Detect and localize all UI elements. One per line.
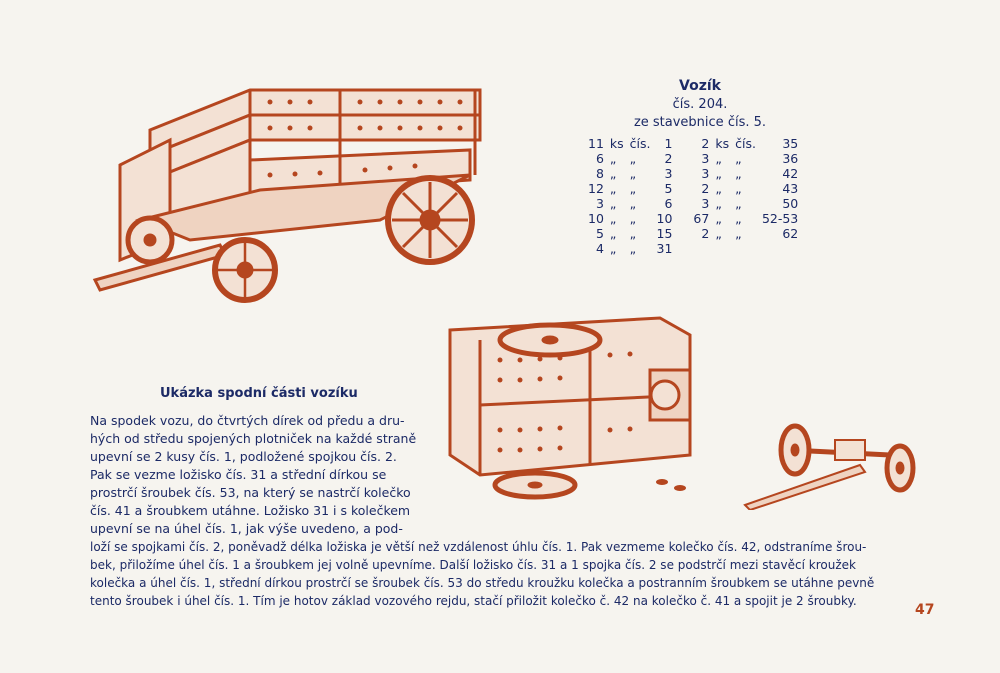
underside-illustration [440,310,720,510]
parts-list [585,136,801,256]
parts-cell: 67 [693,211,710,226]
parts-cell: 52-53 [761,211,799,226]
parts-cell: 62 [782,226,799,241]
parts-cell: „ [629,211,637,226]
parts-cell: čís. [735,136,756,151]
parts-cell [712,241,732,256]
parts-cell: „ [629,166,637,181]
parts-cell: „ [735,166,742,181]
parts-cell: 3 [701,166,710,181]
parts-cell: 6 [664,196,673,211]
parts-cell: „ [609,166,617,181]
parts-cell: 15 [656,226,673,241]
parts-cell: 36 [782,151,799,166]
parts-cell: 35 [782,136,799,151]
axle-illustration [740,410,930,510]
parts-cell: 3 [701,151,710,166]
body-line-7: upevní se na úhel čís. 1, jak výše uvedeno, a pod- [90,521,403,536]
parts-cell: „ [629,181,637,196]
parts-cell [759,241,801,256]
parts-cell: „ [715,166,722,181]
parts-cell: 42 [782,166,799,181]
parts-table [585,136,801,256]
title-block [615,76,785,132]
body-line-4: Pak se vezme ložisko čís. 31 a střední dírkou se [90,467,387,482]
parts-cell: 2 [701,181,710,196]
body-line-10: kolečka a úhel čís. 1, střední dírkou prostrčí se šroubek čís. 53 do středu kroužku kolečka a postranním šroubkem se utáhne pevně [90,576,875,590]
parts-cell: „ [609,211,617,226]
parts-cell: 3 [701,196,710,211]
parts-cell: „ [735,196,742,211]
parts-cell: „ [629,151,637,166]
parts-cell [732,241,759,256]
body-line-5: prostrčí šroubek čís. 53, na který se nastrčí kolečko [90,485,411,500]
parts-cell: „ [735,181,742,196]
parts-cell: čís. [629,136,651,151]
parts-row [585,211,801,226]
body-line-9: bek, přiložíme úhel čís. 1 a šroubkem jej volně upevníme. Další ložisko čís. 31 a 1 spojka čís. 2 se podstrčí mezi stavěcí kroužek [90,558,856,572]
parts-cell: 10 [656,211,673,226]
parts-cell: 3 [664,166,673,181]
parts-cell: 6 [595,151,604,166]
parts-cell: „ [609,151,617,166]
parts-cell: 8 [595,166,604,181]
model-number: čís. 204. [672,97,728,112]
parts-cell: „ [715,196,722,211]
parts-row [585,241,801,256]
parts-cell: „ [735,211,742,226]
parts-cell: 5 [595,226,604,241]
parts-cell: „ [609,241,617,256]
parts-row [585,181,801,196]
parts-cell: ks [609,136,624,151]
parts-cell: 2 [701,226,710,241]
body-line-11: tento šroubek i úhel čís. 1. Tím je hotov základ vozového rejdu, stačí přiložit kolečko č. 42 na kolečko č. 41 a spojit je 2 šroubky. [90,594,857,608]
parts-cell: 11 [588,136,604,151]
parts-row [585,226,801,241]
parts-row [585,166,801,181]
body-line-2: hých od středu spojených plotniček na každé straně [90,431,417,446]
parts-cell: 4 [595,241,604,256]
parts-cell [675,241,712,256]
parts-cell: „ [629,226,637,241]
parts-cell: „ [609,196,617,211]
parts-row [585,136,801,151]
section-title: Ukázka spodní části vozíku [160,386,358,401]
parts-cell: „ [715,211,722,226]
parts-cell: ks [715,136,730,151]
parts-cell: „ [735,151,742,166]
body-line-1: Na spodek vozu, do čtvrtých dírek od předu a dru- [90,413,405,428]
parts-cell: „ [609,226,617,241]
parts-cell: 43 [782,181,799,196]
parts-cell: 2 [664,151,673,166]
parts-cell: 5 [664,181,673,196]
parts-cell: „ [715,226,722,241]
page-number: 47 [915,602,935,618]
parts-cell: „ [715,181,722,196]
parts-row [585,151,801,166]
parts-cell: „ [715,151,722,166]
parts-cell: 2 [701,136,710,151]
set-reference: ze stavebnice čís. 5. [633,115,767,130]
parts-cell: 10 [588,211,604,226]
parts-cell: „ [735,226,742,241]
body-line-6: čís. 41 a šroubkem utáhne. Ložisko 31 i s kolečkem [90,503,411,518]
body-line-3: upevní se 2 kusy čís. 1, podložené spojkou čís. 2. [90,449,397,464]
parts-cell: „ [609,181,617,196]
parts-row [585,196,801,211]
parts-cell: 50 [782,196,799,211]
parts-cell: 31 [656,241,673,256]
parts-cell: „ [629,241,637,256]
parts-cell: „ [629,196,637,211]
wagon-illustration [80,70,500,310]
parts-cell: 3 [595,196,604,211]
page-title: Vozík [679,78,721,94]
body-line-8: loží se spojkami čís. 2, poněvadž délka ložiska je větší než vzdálenost úhlu čís. 1. Pak vezmeme kolečko čís. 42, odstraníme šrou- [90,540,867,554]
parts-cell: 1 [664,136,673,151]
parts-cell: 12 [588,181,604,196]
